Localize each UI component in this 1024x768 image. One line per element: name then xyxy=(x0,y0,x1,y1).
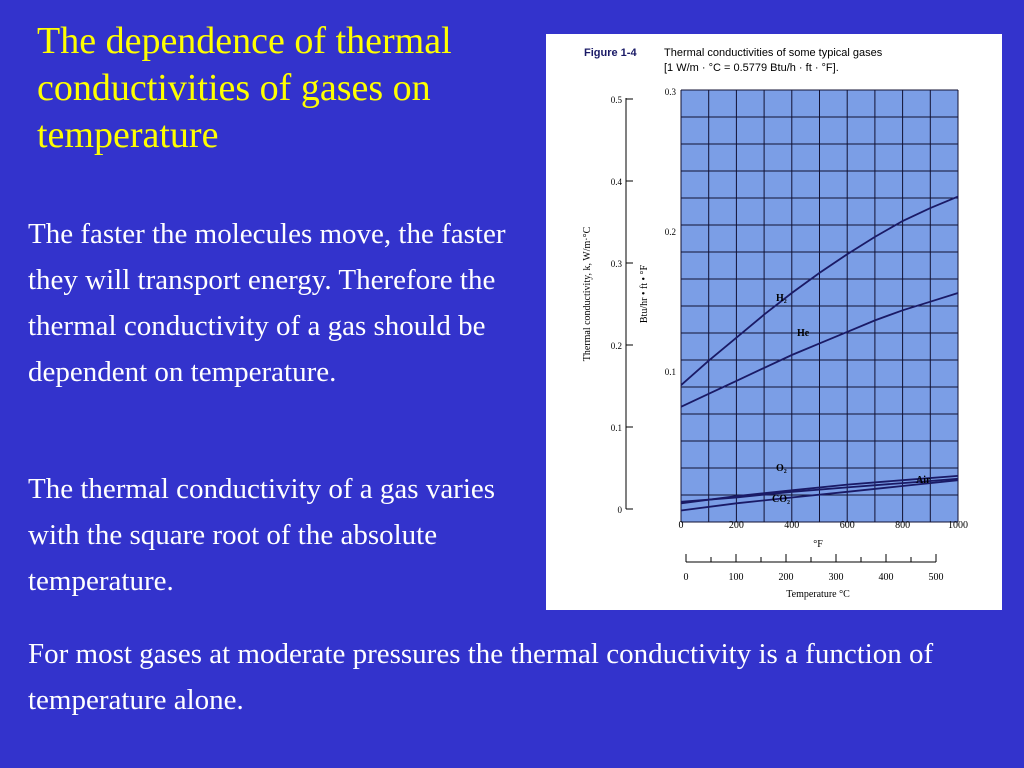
x2-tick-label: 100 xyxy=(728,572,744,583)
x-tick-label: 200 xyxy=(728,520,744,531)
paragraph-square-root: The thermal conductivity of a gas varies with the square root of the absolute temperature. xyxy=(28,473,496,597)
series-label: He xyxy=(797,328,810,339)
y-left-tick-label: 0.1 xyxy=(610,423,622,433)
x-tick-label: 400 xyxy=(784,520,800,531)
y-right-tick-label: 0.3 xyxy=(664,87,676,97)
x-tick-label: 600 xyxy=(839,520,855,531)
x2-tick-label: 400 xyxy=(878,572,894,583)
y-left-tick-label: 0.5 xyxy=(610,95,622,105)
x2-tick-label: 200 xyxy=(778,572,794,583)
x-tick-label: 0 xyxy=(678,520,684,531)
y-left-tick-label: 0.2 xyxy=(610,341,622,351)
y-left-tick-label: 0 xyxy=(617,505,622,515)
y-left-tick-label: 0.3 xyxy=(610,259,622,269)
x2-tick-label: 0 xyxy=(683,572,689,583)
conductivity-chart xyxy=(546,34,1002,610)
series-label: CO₂ xyxy=(772,494,790,505)
x-axis-label: °F xyxy=(813,539,823,550)
figure-label: Figure 1-4 xyxy=(584,47,637,59)
x2-tick-label: 500 xyxy=(928,572,944,583)
x2-axis-label: Temperature °C xyxy=(786,589,850,600)
x2-tick-label: 300 xyxy=(828,572,844,583)
y-right-tick-label: 0.2 xyxy=(664,227,676,237)
series-label: O₂ xyxy=(776,463,787,474)
y-axis-left-label: Thermal conductivity, k, W/m·°C xyxy=(582,226,593,362)
y-left-tick-label: 0.4 xyxy=(610,177,622,187)
paragraph-molecules: The faster the molecules move, the faster they will transport energy. Therefore the thermal conductivity of a gas should be dependent on temperature. xyxy=(28,218,506,388)
figure-caption-line1: Thermal conductivities of some typical gases xyxy=(664,47,883,59)
x-tick-label: 800 xyxy=(895,520,911,531)
paragraph-moderate-pressures: For most gases at moderate pressures the thermal conductivity is a function of temperature alone. xyxy=(28,638,934,716)
slide-title: The dependence of thermal conductivities of gases on temperature xyxy=(37,20,452,156)
figure-caption-line2: [1 W/m · °C = 0.5779 Btu/h · ft · °F]. xyxy=(664,62,839,74)
series-label: H₂ xyxy=(776,293,787,304)
x-tick-label: 1000 xyxy=(948,520,968,531)
y-axis-right-label: Btu/hr • ft • °F xyxy=(639,264,650,324)
series-label: Air xyxy=(916,475,931,486)
y-right-tick-label: 0.1 xyxy=(664,367,676,377)
conductivity-figure xyxy=(546,34,1002,610)
